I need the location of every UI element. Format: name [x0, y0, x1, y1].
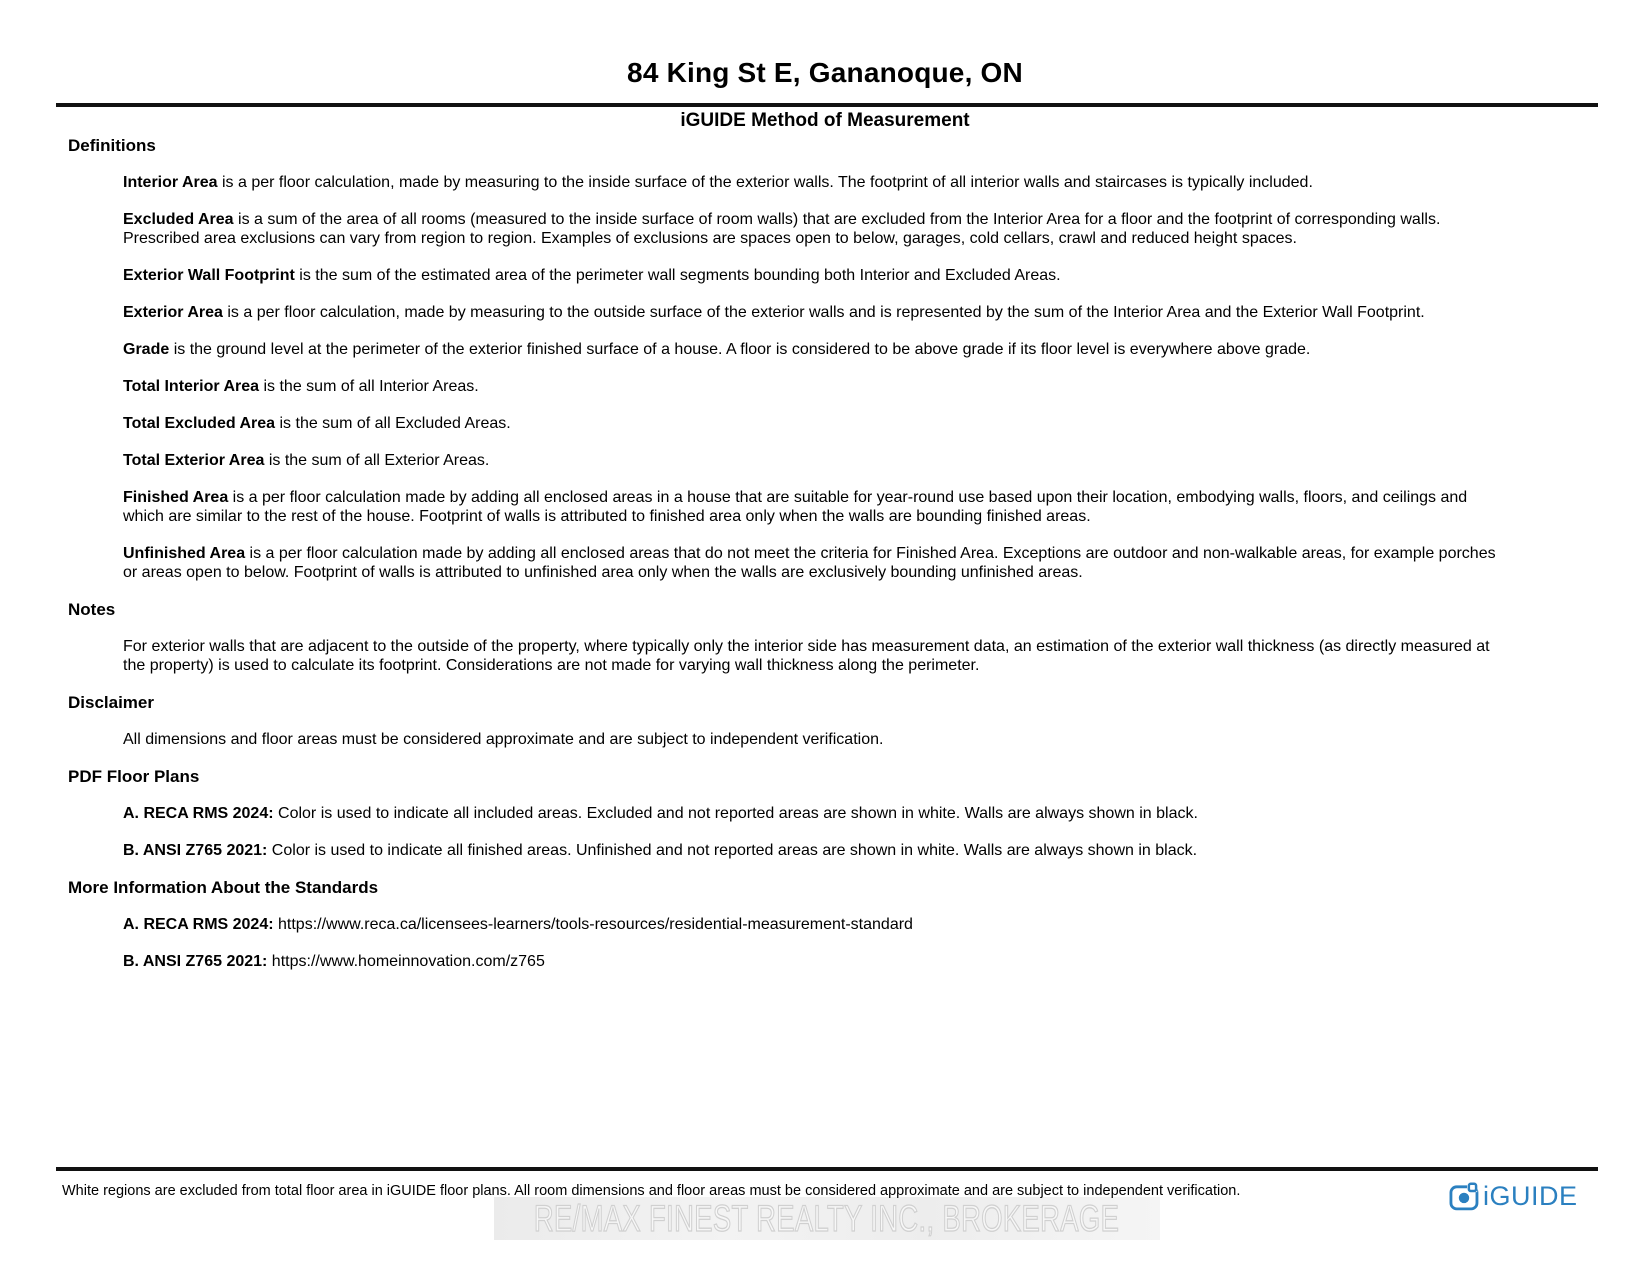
paragraph — [123, 210, 1498, 248]
paragraph-text: Color is used to indicate all included areas. Excluded and not reported areas are shown in white. Walls are always shown in black. — [273, 805, 1198, 822]
paragraph-term: B. ANSI Z765 2021: — [123, 842, 268, 859]
paragraph — [123, 340, 1498, 359]
iguide-logo — [1449, 1181, 1578, 1211]
paragraph-term: Total Interior Area — [123, 378, 260, 395]
paragraph-text: All dimensions and floor areas must be considered approximate and are subject to independent verification. — [123, 731, 884, 748]
paragraph-text: https://www.reca.ca/licensees-learners/tools-resources/residential-measurement-standard — [273, 916, 913, 933]
brokerage-watermark — [494, 1197, 1160, 1240]
paragraph-text: is a per floor calculation made by adding all enclosed areas in a house that are suitable for year-round use based upon their location, embodying walls, floors, and ceilings and which are similar to the rest of the house. Footprint of walls is attributed to finished area only when the walls are bounding finished areas. — [123, 489, 1468, 525]
paragraph-term: Finished Area — [123, 489, 229, 506]
paragraph-text: is the sum of all Interior Areas. — [259, 378, 479, 395]
section-heading: Definitions — [68, 136, 156, 155]
paragraph-term: Total Exterior Area — [123, 452, 265, 469]
paragraph — [123, 841, 1498, 860]
paragraph-text: Color is used to indicate all finished areas. Unfinished and not reported areas are shown in white. Walls are always shown in black. — [267, 842, 1198, 859]
paragraph-text: is the sum of the estimated area of the perimeter wall segments bounding both Interior and Excluded Areas. — [294, 267, 1061, 284]
paragraph-text: https://www.homeinnovation.com/z765 — [267, 953, 545, 970]
paragraph-term: Excluded Area — [123, 211, 234, 228]
paragraph-term: A. RECA RMS 2024: — [123, 805, 274, 822]
paragraph — [123, 377, 1498, 396]
paragraph-term: Total Excluded Area — [123, 415, 276, 432]
paragraph — [123, 730, 1498, 749]
paragraph — [123, 488, 1498, 526]
content — [0, 132, 1650, 971]
iguide-logo-text: iGUIDE — [1483, 1181, 1578, 1211]
footer-note: White regions are excluded from total floor area in iGUIDE floor plans. All room dimensions and floor areas must be considered approximate and are subject to independent verification. — [62, 1183, 1241, 1199]
paragraph — [123, 637, 1498, 675]
section-heading: Disclaimer — [68, 693, 154, 712]
paragraph-term: Grade — [123, 341, 170, 358]
paragraph — [123, 544, 1498, 582]
iguide-camera-icon — [1449, 1182, 1479, 1211]
paragraph-text: is the sum of all Excluded Areas. — [275, 415, 511, 432]
footer-divider — [56, 1167, 1598, 1171]
paragraph — [123, 266, 1498, 285]
paragraph-term: Exterior Area — [123, 304, 223, 321]
section-heading: PDF Floor Plans — [68, 767, 200, 786]
paragraph-text: is a per floor calculation, made by measuring to the outside surface of the exterior walls and is represented by the sum of the Interior Area and the Exterior Wall Footprint. — [222, 304, 1425, 321]
paragraph — [123, 915, 1498, 934]
section-heading: Notes — [68, 600, 116, 619]
paragraph-text: is a sum of the area of all rooms (measured to the inside surface of room walls) that are excluded from the Interior Area for a floor and the footprint of corresponding walls. Prescribed area exclusions can vary from region to region. Examples of exclusions are spaces open to below, garages, cold cellars, crawl and reduced height spaces. — [123, 211, 1441, 247]
paragraph-term: A. RECA RMS 2024: — [123, 916, 274, 933]
paragraph-term: B. ANSI Z765 2021: — [123, 953, 268, 970]
paragraph — [123, 952, 1498, 971]
paragraph — [123, 414, 1498, 433]
paragraph-text: is a per floor calculation, made by measuring to the inside surface of the exterior walls. The footprint of all interior walls and staircases is typically included. — [217, 174, 1313, 191]
brokerage-watermark-text: RE/MAX FINEST REALTY INC., BROKERAGE — [534, 1198, 1120, 1239]
paragraph — [123, 303, 1498, 322]
paragraph-term: Exterior Wall Footprint — [123, 267, 295, 284]
section-heading: More Information About the Standards — [68, 878, 379, 897]
paragraph-text: is a per floor calculation made by adding all enclosed areas that do not meet the criteria for Finished Area. Exceptions are outdoor and non-walkable areas, for example porches or areas open to below. Footprint of walls is attributed to unfinished area only when the walls are exclusively bounding unfinished areas. — [123, 545, 1496, 581]
page-title: 84 King St E, Gananoque, ON — [627, 57, 1023, 88]
paragraph-term: Unfinished Area — [123, 545, 246, 562]
paragraph — [123, 451, 1498, 470]
paragraph-text: is the ground level at the perimeter of the exterior finished surface of a house. A floor is considered to be above grade if its floor level is everywhere above grade. — [169, 341, 1311, 358]
paragraph — [123, 804, 1498, 823]
paragraph-text: For exterior walls that are adjacent to the outside of the property, where typically only the interior side has measurement data, an estimation of the exterior wall thickness (as directly measured at the property) is used to calculate its footprint. Considerations are not made for varying wall thickness along the perimeter. — [123, 638, 1490, 674]
paragraph-text: is the sum of all Exterior Areas. — [264, 452, 490, 469]
header-divider — [56, 103, 1598, 107]
page-subtitle: iGUIDE Method of Measurement — [680, 110, 970, 131]
paragraph-term: Interior Area — [123, 174, 218, 191]
paragraph — [123, 173, 1498, 192]
